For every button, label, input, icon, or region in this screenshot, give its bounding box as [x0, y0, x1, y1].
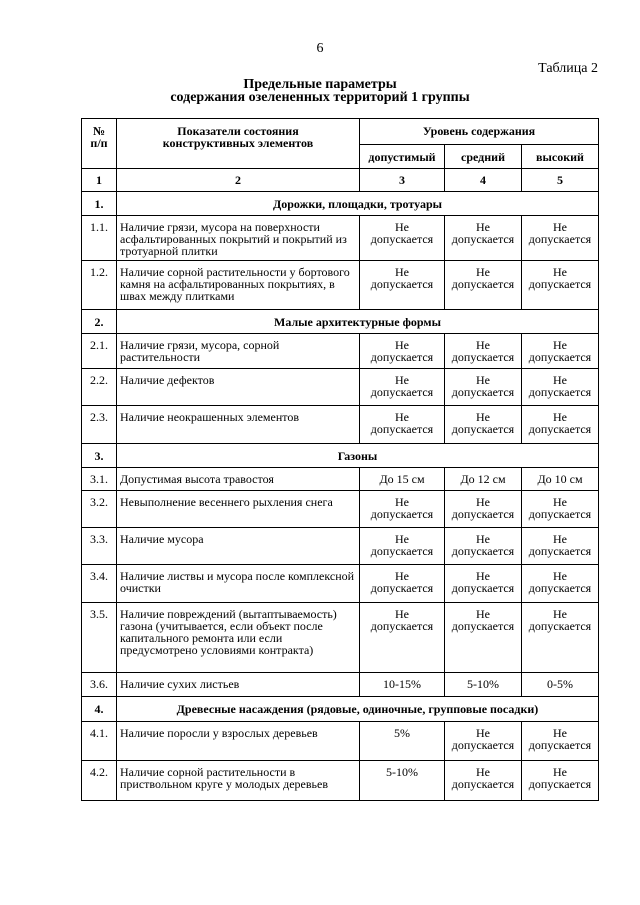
indicator-text: Наличие грязи, мусора на поверхности асфальтированных покрытий и покрытий из тротуарной плитки — [117, 216, 360, 261]
value-high: Не допускается — [522, 216, 599, 261]
value-medium: Не допускается — [445, 761, 522, 801]
header-indicators: Показатели состояния конструктивных элементов — [117, 119, 360, 169]
value-acceptable: 5% — [360, 722, 445, 761]
header-medium: средний — [445, 145, 522, 169]
row-number: 3.4. — [82, 565, 117, 603]
value-medium: 5-10% — [445, 673, 522, 697]
value-high: Не допускается — [522, 565, 599, 603]
value-acceptable: Не допускается — [360, 369, 445, 406]
row-number: 3.1. — [82, 468, 117, 491]
indicator-text: Наличие повреждений (вытаптываемость) газона (учитывается, если объект после капитального ремонта или если предусмотрено условиями контракта) — [117, 603, 360, 673]
header-num: № п/п — [82, 119, 117, 169]
indicator-text: Наличие неокрашенных элементов — [117, 406, 360, 444]
indicator-text: Наличие дефектов — [117, 369, 360, 406]
table-row — [82, 528, 599, 565]
value-high: 0-5% — [522, 673, 599, 697]
value-medium: Не допускается — [445, 334, 522, 369]
value-acceptable: 10-15% — [360, 673, 445, 697]
section-row — [82, 697, 599, 722]
indicator-text: Наличие сорной растительности в приствольном круге у молодых деревьев — [117, 761, 360, 801]
row-number: 3.6. — [82, 673, 117, 697]
section-title: Древесные насаждения (рядовые, одиночные, групповые посадки) — [117, 697, 599, 722]
value-high: Не допускается — [522, 491, 599, 528]
section-title: Малые архитектурные формы — [117, 310, 599, 334]
value-high: Не допускается — [522, 406, 599, 444]
row-number: 2.3. — [82, 406, 117, 444]
value-medium: Не допускается — [445, 216, 522, 261]
indicator-text: Наличие сорной растительности у бортового камня на асфальтированных покрытиях, в швах между плитками — [117, 261, 360, 310]
title-line-2: содержания озелененных территорий 1 группы — [170, 90, 470, 105]
table-row — [82, 722, 599, 761]
value-high: Не допускается — [522, 722, 599, 761]
section-row — [82, 192, 599, 216]
page-number: 6 — [316, 41, 324, 56]
row-number: 3.3. — [82, 528, 117, 565]
value-medium: Не допускается — [445, 261, 522, 310]
section-number: 4. — [82, 697, 117, 722]
col-index-2: 2 — [117, 169, 360, 192]
value-acceptable: Не допускается — [360, 565, 445, 603]
table-row — [82, 406, 599, 444]
section-number: 2. — [82, 310, 117, 334]
indicator-text: Наличие листвы и мусора после комплексной очистки — [117, 565, 360, 603]
header-acceptable: допустимый — [360, 145, 445, 169]
table-row — [82, 673, 599, 697]
row-number: 4.2. — [82, 761, 117, 801]
table-row — [82, 369, 599, 406]
section-row — [82, 310, 599, 334]
header-high: высокий — [522, 145, 599, 169]
section-title: Дорожки, площадки, тротуары — [117, 192, 599, 216]
table-label: Таблица 2 — [538, 61, 598, 76]
value-acceptable: Не допускается — [360, 528, 445, 565]
table-row — [82, 334, 599, 369]
col-index-4: 4 — [445, 169, 522, 192]
col-index-1: 1 — [82, 169, 117, 192]
value-acceptable: 5-10% — [360, 761, 445, 801]
table-row — [82, 468, 599, 491]
indicator-text: Невыполнение весеннего рыхления снега — [117, 491, 360, 528]
value-acceptable: Не допускается — [360, 406, 445, 444]
row-number: 1.1. — [82, 216, 117, 261]
value-acceptable: Не допускается — [360, 603, 445, 673]
header-level: Уровень содержания — [360, 119, 599, 145]
indicator-text: Наличие грязи, мусора, сорной растительности — [117, 334, 360, 369]
table-title — [0, 78, 640, 104]
indicator-text: Наличие сухих листьев — [117, 673, 360, 697]
value-acceptable: Не допускается — [360, 491, 445, 528]
table-row — [82, 216, 599, 261]
value-medium: Не допускается — [445, 406, 522, 444]
value-high: Не допускается — [522, 261, 599, 310]
table-row — [82, 491, 599, 528]
value-medium: Не допускается — [445, 369, 522, 406]
value-high: Не допускается — [522, 761, 599, 801]
value-medium: Не допускается — [445, 565, 522, 603]
value-acceptable: Не допускается — [360, 216, 445, 261]
section-number: 3. — [82, 444, 117, 468]
value-acceptable: Не допускается — [360, 334, 445, 369]
indicator-text: Наличие поросли у взрослых деревьев — [117, 722, 360, 761]
value-acceptable: До 15 см — [360, 468, 445, 491]
value-medium: До 12 см — [445, 468, 522, 491]
value-high: Не допускается — [522, 528, 599, 565]
table-row — [82, 261, 599, 310]
section-title: Газоны — [117, 444, 599, 468]
value-medium: Не допускается — [445, 722, 522, 761]
row-number: 4.1. — [82, 722, 117, 761]
indicator-text: Наличие мусора — [117, 528, 360, 565]
value-medium: Не допускается — [445, 491, 522, 528]
table-row — [82, 761, 599, 801]
section-number: 1. — [82, 192, 117, 216]
row-number: 1.2. — [82, 261, 117, 310]
row-number: 2.2. — [82, 369, 117, 406]
value-high: Не допускается — [522, 369, 599, 406]
value-high: Не допускается — [522, 603, 599, 673]
value-acceptable: Не допускается — [360, 261, 445, 310]
indicator-text: Допустимая высота травостоя — [117, 468, 360, 491]
title-line-1: Предельные параметры — [243, 77, 397, 92]
table-row — [82, 603, 599, 673]
col-index-5: 5 — [522, 169, 599, 192]
value-medium: Не допускается — [445, 603, 522, 673]
row-number: 3.2. — [82, 491, 117, 528]
value-high: Не допускается — [522, 334, 599, 369]
col-index-3: 3 — [360, 169, 445, 192]
section-row — [82, 444, 599, 468]
value-medium: Не допускается — [445, 528, 522, 565]
value-high: До 10 см — [522, 468, 599, 491]
row-number: 2.1. — [82, 334, 117, 369]
parameters-table — [81, 118, 599, 801]
table-row — [82, 565, 599, 603]
row-number: 3.5. — [82, 603, 117, 673]
